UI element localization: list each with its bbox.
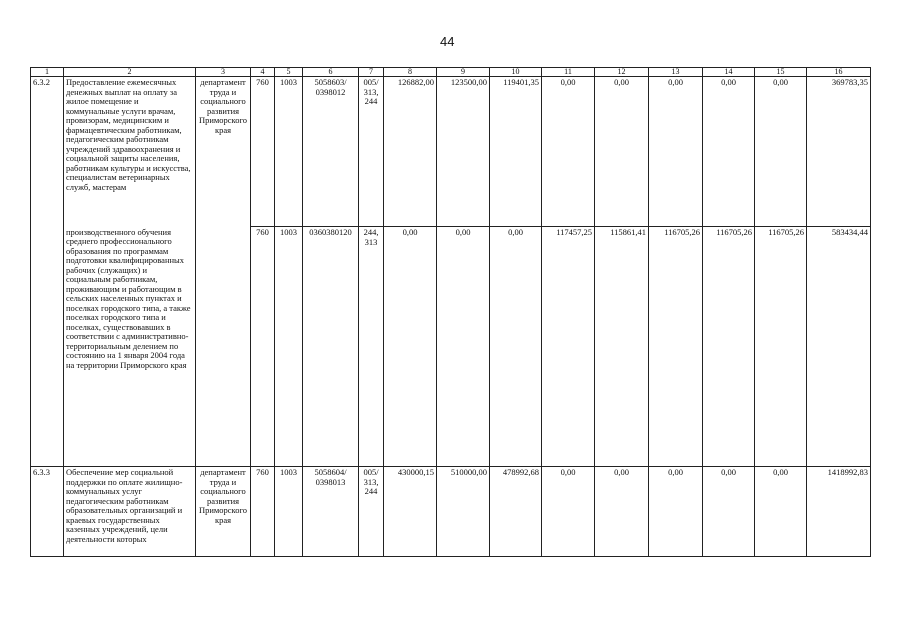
column-header: 8 bbox=[384, 68, 437, 77]
column-header: 12 bbox=[595, 68, 649, 77]
cell: 116705,26 bbox=[649, 227, 703, 467]
cell: 583434,44 bbox=[807, 227, 871, 467]
budget-table bbox=[30, 67, 871, 557]
row-code: 6.3.2 bbox=[31, 77, 64, 467]
cell: 116705,26 bbox=[755, 227, 807, 467]
table-row bbox=[31, 77, 871, 227]
cell: 1003 bbox=[275, 467, 303, 557]
cell: 0,00 bbox=[384, 227, 437, 467]
column-header: 14 bbox=[703, 68, 755, 77]
page-number: 44 bbox=[440, 34, 455, 49]
cell: 123500,00 bbox=[437, 77, 490, 227]
column-header: 1 bbox=[31, 68, 64, 77]
cell: 1003 bbox=[275, 227, 303, 467]
cell: 0,00 bbox=[703, 467, 755, 557]
row-description: Предоставление ежемесячных денежных выплат на оплату за жилое помещение и коммунальные услуги врачам, провизорам, медицинским и фармацевтическим работникам, педагогическим работникам учреждений здравоохранения и социальной защиты населения, работникам культуры и искусства, специалистам ветеринарных служб, мастерам bbox=[64, 77, 196, 227]
column-header: 9 bbox=[437, 68, 490, 77]
cell: 760 bbox=[251, 467, 275, 557]
column-header: 5 bbox=[275, 68, 303, 77]
column-header: 10 bbox=[490, 68, 542, 77]
row-agency: департамент труда и социального развития Приморского края bbox=[196, 77, 251, 467]
cell: 244, 313 bbox=[359, 227, 384, 467]
cell: 0,00 bbox=[649, 467, 703, 557]
cell: 5058603/ 0398012 bbox=[303, 77, 359, 227]
cell: 0,00 bbox=[595, 77, 649, 227]
cell: 005/ 313, 244 bbox=[359, 77, 384, 227]
cell: 478992,68 bbox=[490, 467, 542, 557]
table-row bbox=[31, 227, 871, 467]
cell: 0,00 bbox=[595, 467, 649, 557]
cell: 0,00 bbox=[542, 77, 595, 227]
header-row bbox=[31, 68, 871, 77]
cell: 116705,26 bbox=[703, 227, 755, 467]
cell: 126882,00 bbox=[384, 77, 437, 227]
cell: 760 bbox=[251, 227, 275, 467]
column-header: 2 bbox=[64, 68, 196, 77]
column-header: 15 bbox=[755, 68, 807, 77]
cell: 005/ 313, 244 bbox=[359, 467, 384, 557]
row-agency: департамент труда и социального развития Приморского края bbox=[196, 467, 251, 557]
column-header: 7 bbox=[359, 68, 384, 77]
cell: 0,00 bbox=[437, 227, 490, 467]
cell: 5058604/ 0398013 bbox=[303, 467, 359, 557]
column-header: 13 bbox=[649, 68, 703, 77]
column-header: 16 bbox=[807, 68, 871, 77]
cell: 0,00 bbox=[703, 77, 755, 227]
cell: 117457,25 bbox=[542, 227, 595, 467]
cell: 1003 bbox=[275, 77, 303, 227]
row-code: 6.3.3 bbox=[31, 467, 64, 557]
table-row bbox=[31, 467, 871, 557]
cell: 0,00 bbox=[755, 77, 807, 227]
cell: 0,00 bbox=[755, 467, 807, 557]
cell: 369783,35 bbox=[807, 77, 871, 227]
cell: 0,00 bbox=[490, 227, 542, 467]
row-description: производственного обучения среднего профессионального образования по программам подготовки квалифицированных рабочих (служащих) и социальным работникам, проживающим и работающим в сельских населенных пунктах и поселках городского типа, а также поселках городского типа и поселках, существовавших в соответствии с административно-территориальным делением по состоянию на 1 января 2004 года на территории Приморского края bbox=[64, 227, 196, 467]
cell: 760 bbox=[251, 77, 275, 227]
row-description: Обеспечение мер социальной поддержки по оплате жилищно-коммунальных услуг педагогическим работникам образовательных организаций и краевых государственных казенных учреждений, цели деятельности которых bbox=[64, 467, 196, 557]
cell: 430000,15 bbox=[384, 467, 437, 557]
column-header: 11 bbox=[542, 68, 595, 77]
cell: 115861,41 bbox=[595, 227, 649, 467]
cell: 119401,35 bbox=[490, 77, 542, 227]
cell: 510000,00 bbox=[437, 467, 490, 557]
cell: 1418992,83 bbox=[807, 467, 871, 557]
column-header: 6 bbox=[303, 68, 359, 77]
column-header: 3 bbox=[196, 68, 251, 77]
column-header: 4 bbox=[251, 68, 275, 77]
cell: 0,00 bbox=[542, 467, 595, 557]
cell: 0360380120 bbox=[303, 227, 359, 467]
cell: 0,00 bbox=[649, 77, 703, 227]
